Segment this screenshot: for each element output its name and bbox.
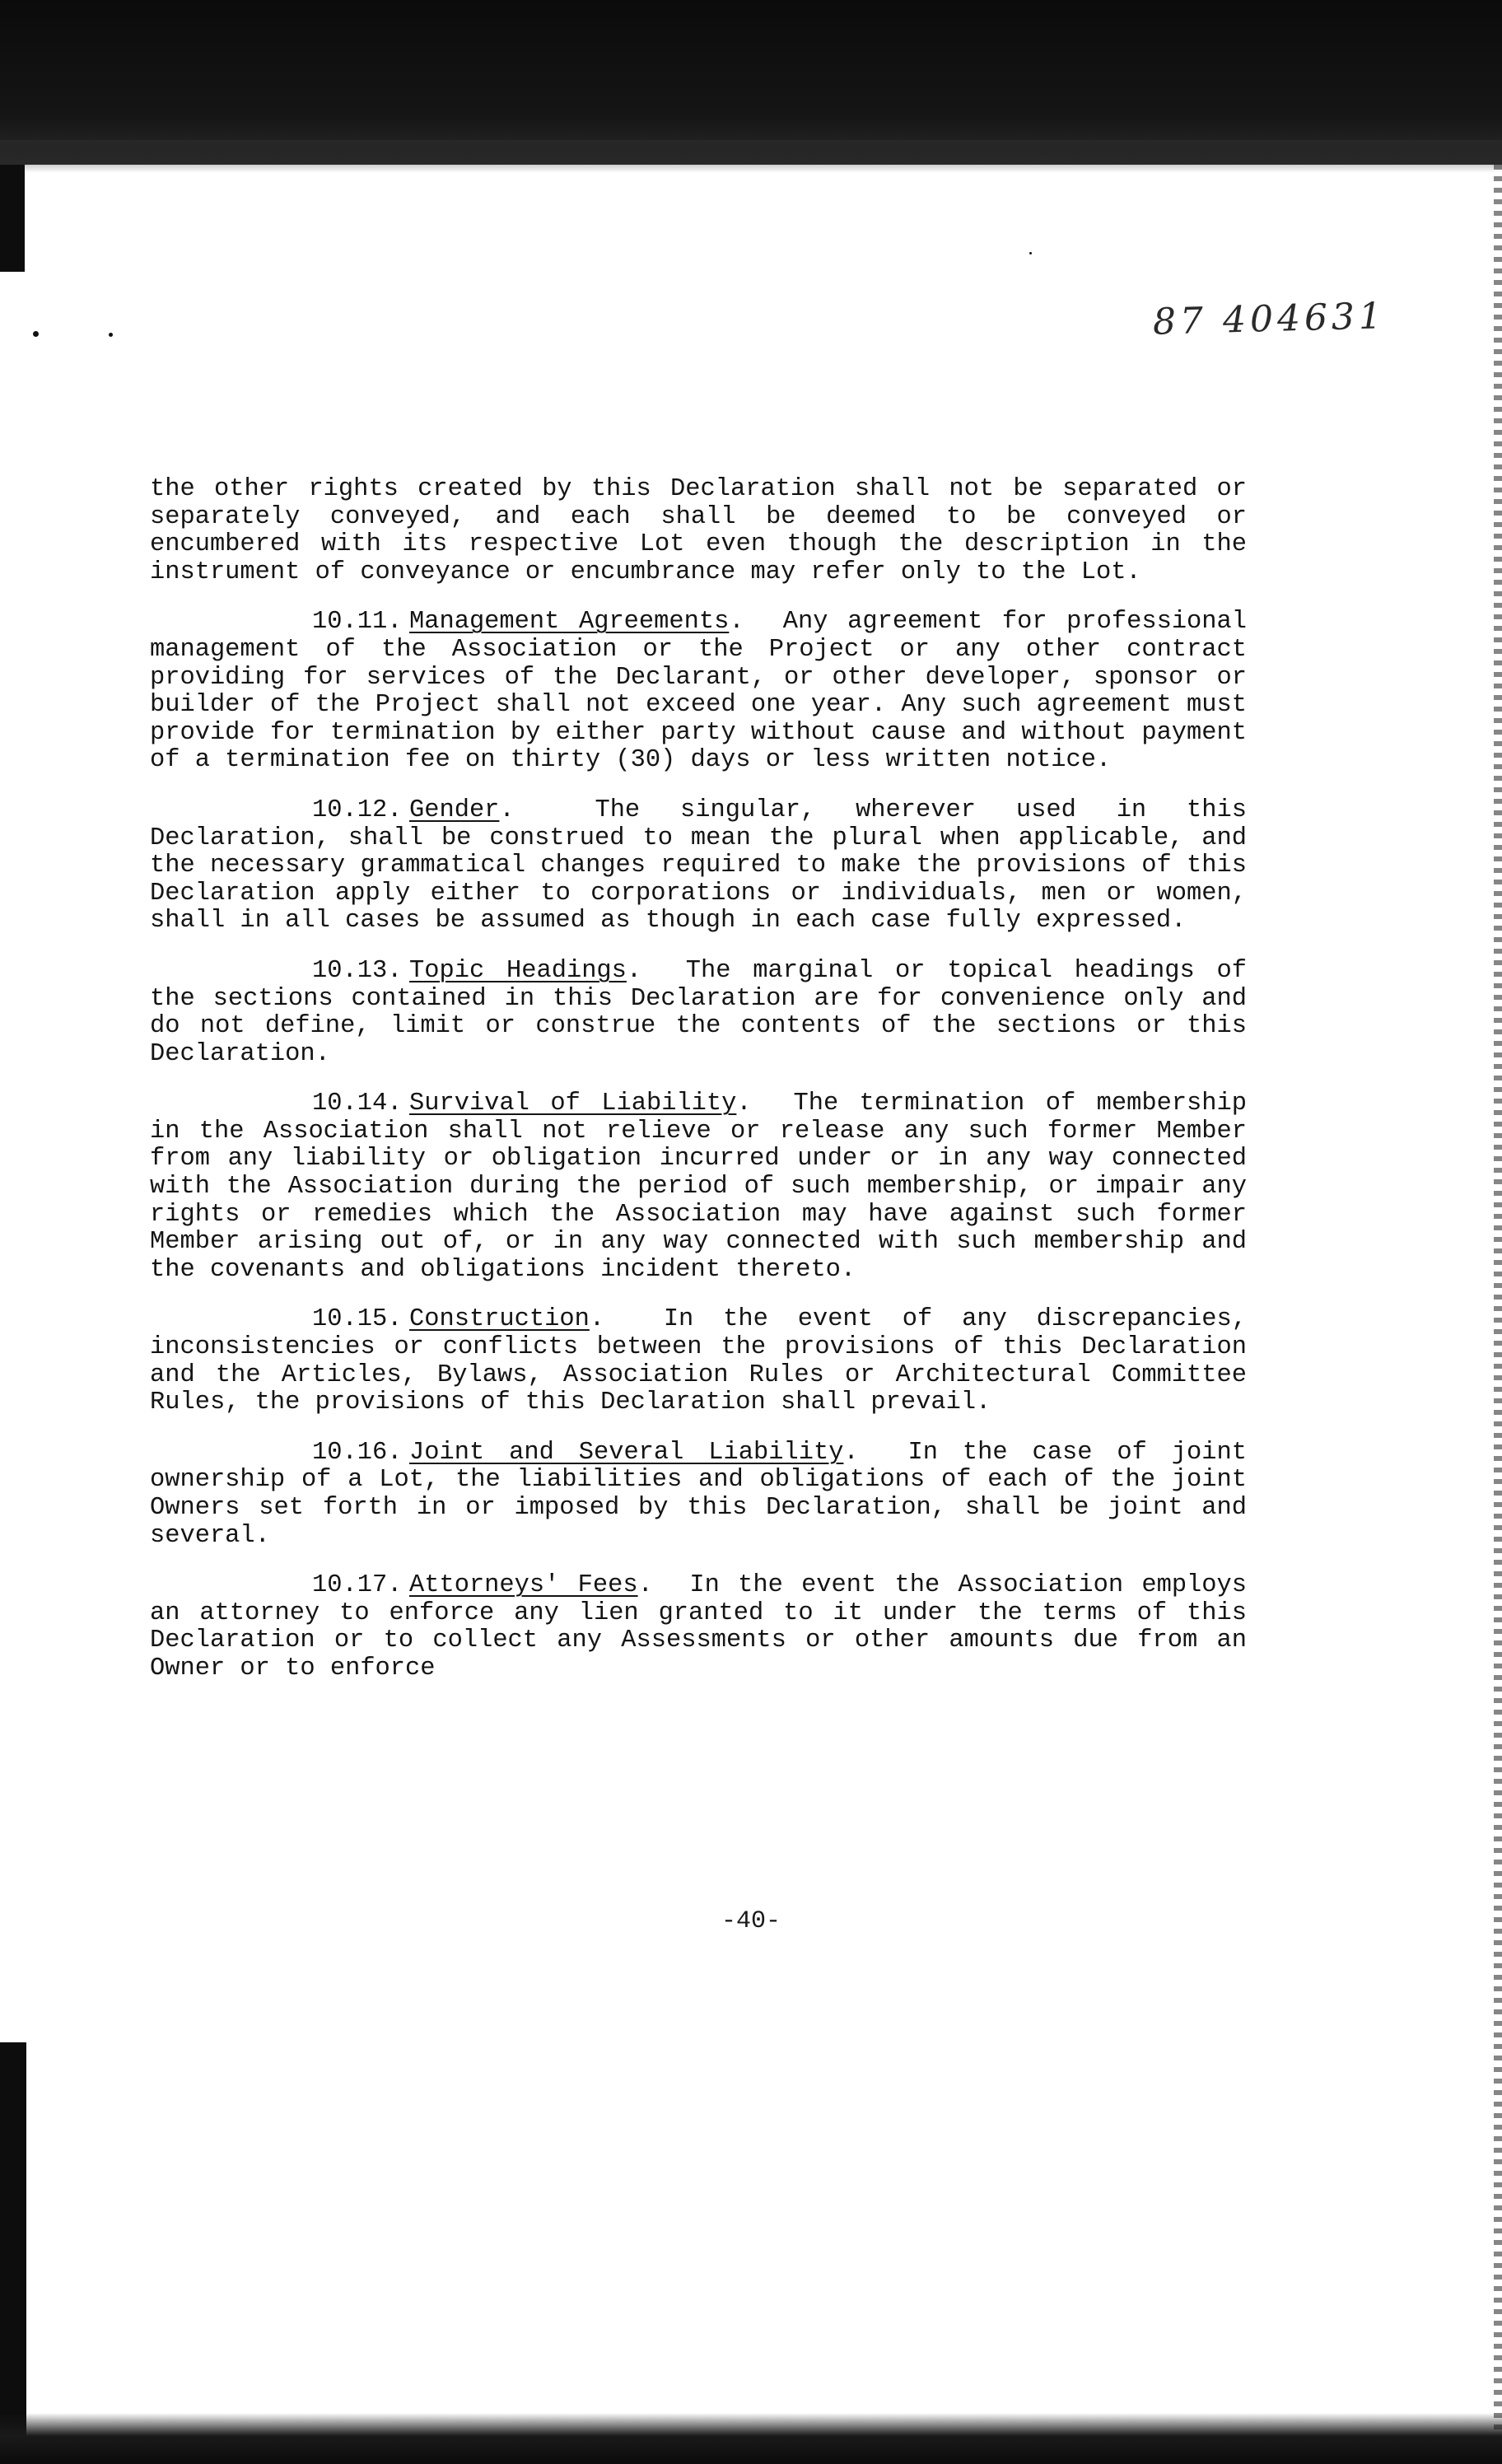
scan-speck [109, 333, 113, 337]
section-paragraph: 10.14. Survival of Liability. The termination of membership in the Association shall not relieve or release any such former Member from any liability or obligation incurred under or in any way connected with the Association during the period of such membership, or impair any rights or remedies which the Association may have against such former Member arising out of, or in any way connected with such membership and the covenants and obligations incident thereto. [150, 1090, 1248, 1284]
section-number: 10.17. [312, 1571, 403, 1600]
section-paragraph: 10.15. Construction. In the event of any discrepancies, inconsistencies or conflicts between the provisions of this Declaration and the Articles, Bylaws, Association Rules or Architectural Committee Rules, the provisions of this Declaration shall prevail. [150, 1305, 1247, 1417]
section-number: 10.12. [312, 796, 403, 824]
document-body [150, 476, 1247, 1706]
section-paragraph: 10.11. Management Agreements. Any agreement for professional management of the Association or the Project or any other contract providing for services of the Declarant, or other developer, sponsor or builder of the Project shall not exceed one year. Any such agreement must provide for termination by either party without cause and without payment of a termination fee on thirty (30) days or less written notice. [150, 608, 1248, 775]
scan-speck [33, 331, 39, 337]
section-text: The marginal or topical headings of the sections contained in this Declaration are for convenience only and do not define, limit or construe the contents of the sections or this Declaration. [150, 956, 1247, 1068]
section-paragraph: 10.16. Joint and Several Liability. In the case of joint ownership of a Lot, the liabilities and obligations of each of the joint Owners set forth in or imposed by this Declaration, shall be joint and several. [150, 1438, 1247, 1550]
section-title: Construction [409, 1305, 590, 1334]
section-title: Joint and Several Liability [409, 1438, 844, 1467]
section-number: 10.13. [312, 956, 403, 985]
scan-edge-left-bottom [0, 2042, 26, 2464]
scan-edge-left-top [0, 165, 25, 272]
section-number: 10.14. [312, 1090, 403, 1118]
section-paragraph: 10.13. Topic Headings. The marginal or topical headings of the sections contained in this Declaration are for convenience only and do not define, limit or construe the contents of the sections or this Declaration. [150, 956, 1247, 1068]
section-title: Topic Headings [409, 956, 627, 985]
section-text: In the event the Association employs an attorney to enforce any lien granted to it under the terms of this Declaration or to collect any Assessments or other amounts due from an Owner or to enforce [150, 1571, 1248, 1682]
section-text: The singular, wherever used in this Declaration, shall be construed to mean the plural when applicable, and the necessary grammatical changes required to make the provisions of this Declaration apply either to corporations or individuals, men or women, shall in all cases be assumed as though in each case fully expressed. [150, 796, 1247, 936]
section-title: Management Agreements [409, 608, 730, 637]
document-number: 87 404631 [1152, 295, 1387, 343]
section-paragraph: 10.12. Gender. The singular, wherever used in this Declaration, shall be construed to mean the plural when applicable, and the necessary grammatical changes required to make the provisions of this Declaration apply either to corporations or individuals, men or women, shall in all cases be assumed as though in each case fully expressed. [150, 796, 1247, 936]
scan-border-shadow [0, 140, 1502, 173]
intro-paragraph: the other rights created by this Declaration shall not be separated or separately conveyed, and each shall be deemed to be conveyed or encumbered with its respective Lot even though the description in the instrument of conveyance or encumbrance may refer only to the Lot. [150, 475, 1247, 586]
section-text: Any agreement for professional management of the Association or the Project or any other contract providing for services of the Declarant, or other developer, sponsor or builder of the Project shall not exceed one year. Any such agreement must provide for termination by either party without cause and without payment of a termination fee on thirty (30) days or less written notice. [150, 608, 1248, 775]
section-number: 10.16. [312, 1438, 403, 1467]
section-title: Attorneys' Fees [409, 1571, 638, 1600]
section-text: In the case of joint ownership of a Lot, the liabilities and obligations of each of the joint Owners set forth in or imposed by this Declaration, shall be joint and several. [150, 1438, 1247, 1550]
section-text: The termination of membership in the Association shall not relieve or release any such former Member from any liability or obligation incurred under or in any way connected with the Association during the period of such membership, or impair any rights or remedies which the Association may have against such former Member arising out of, or in any way connected with such membership and the covenants and obligations incident thereto. [150, 1090, 1248, 1284]
scan-border-bottom [0, 2413, 1502, 2464]
section-number: 10.15. [312, 1305, 403, 1334]
section-text: In the event of any discrepancies, inconsistencies or conflicts between the provisions of this Declaration and the Articles, Bylaws, Association Rules or Architectural Committee Rules, the provisions of this Declaration shall prevail. [150, 1305, 1247, 1417]
scan-speck [1029, 252, 1032, 254]
page-number: -40- [721, 1907, 781, 1935]
scan-edge-right [1494, 165, 1502, 2464]
section-paragraph: 10.17. Attorneys' Fees. In the event the Association employs an attorney to enforce any lien granted to it under the terms of this Declaration or to collect any Assessments or other amounts due from an Owner or to enforce [150, 1571, 1248, 1682]
section-number: 10.11. [312, 608, 403, 637]
section-title: Gender [409, 796, 500, 824]
section-title: Survival of Liability [409, 1090, 737, 1118]
